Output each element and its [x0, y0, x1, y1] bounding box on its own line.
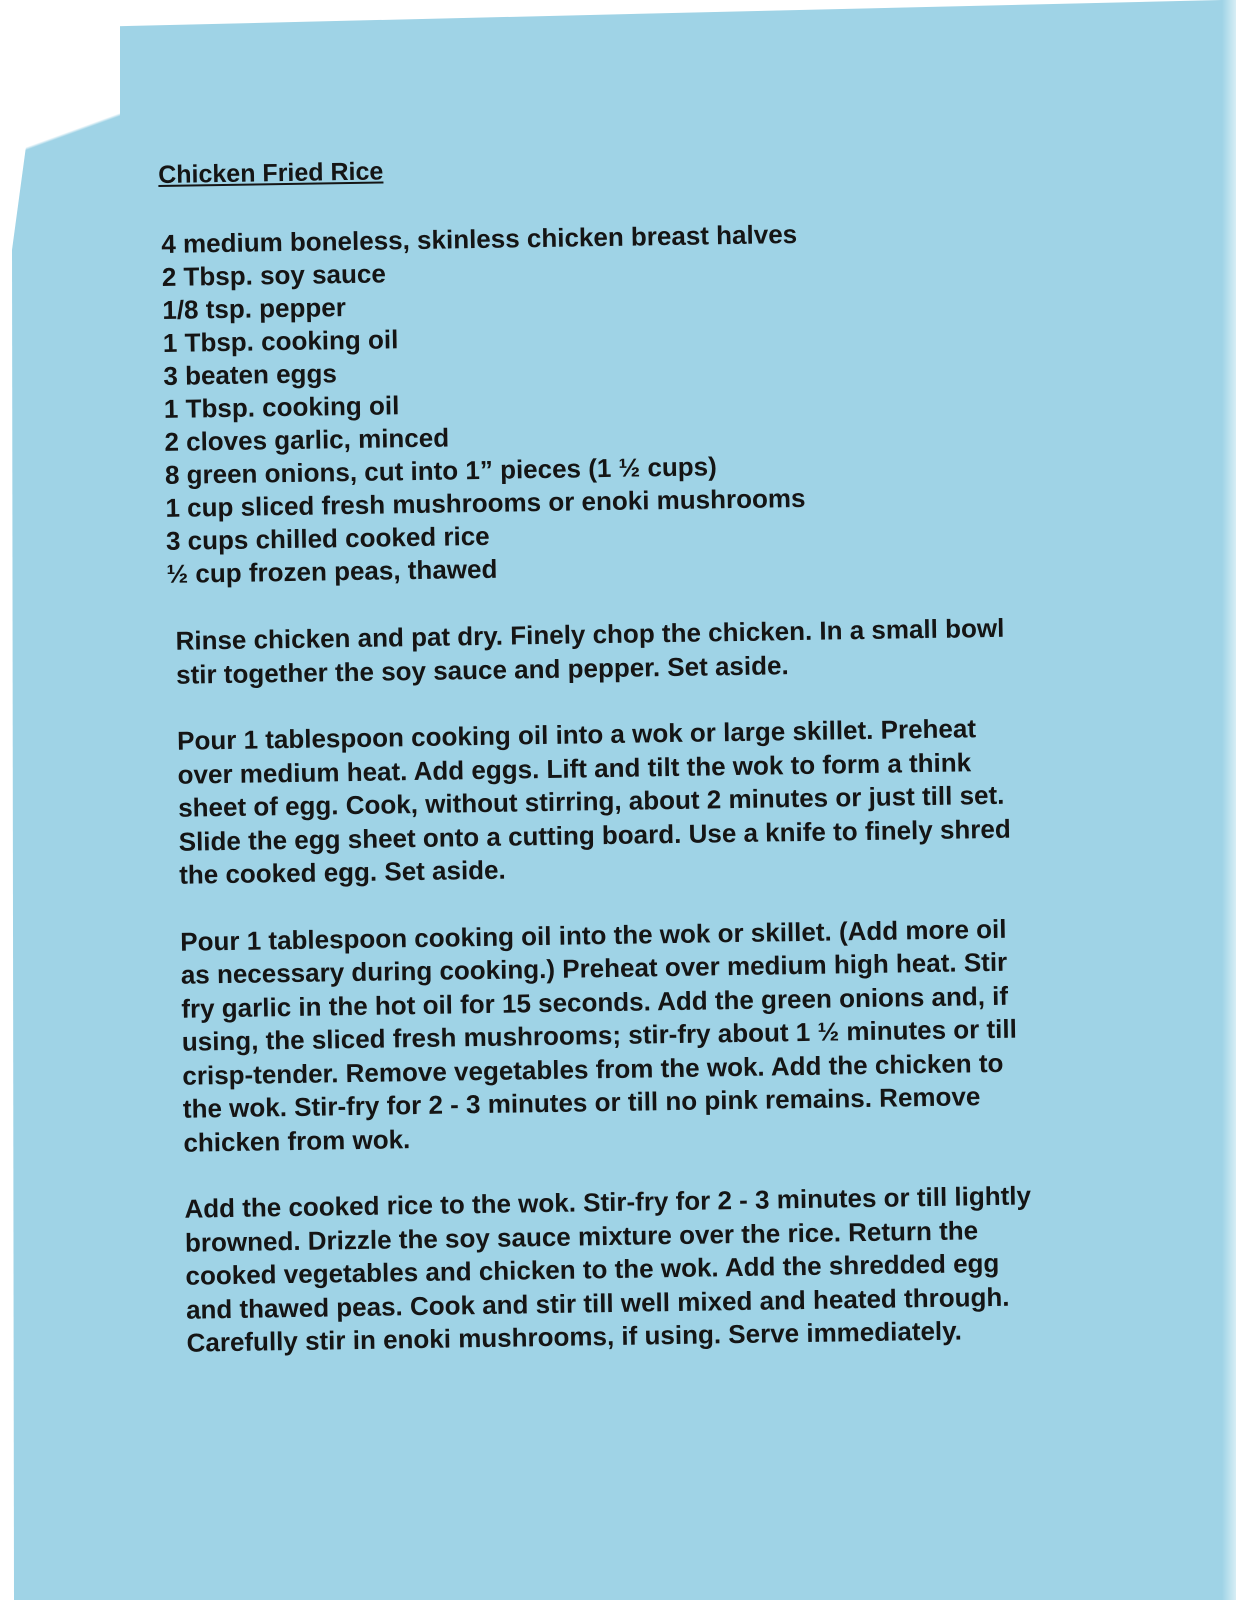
recipe-content	[158, 146, 1077, 1393]
ingredient-item: 8 green onions, cut into 1” pieces (1 ½ cups)	[164, 451, 718, 490]
ingredient-item: 1 cup sliced fresh mushrooms or enoki mushrooms	[165, 482, 806, 523]
paper-edge	[1222, 0, 1236, 1600]
ingredient-item: 3 cups chilled cooked rice	[165, 520, 490, 556]
recipe-title: Chicken Fried Rice	[158, 157, 384, 189]
ingredient-list	[161, 214, 1065, 591]
paper-fold-corner	[0, 20, 120, 280]
ingredient-item: 1/8 tsp. pepper	[162, 292, 347, 325]
ingredient-item: 2 Tbsp. soy sauce	[161, 258, 387, 292]
ingredient-item: 4 medium boneless, skinless chicken breast halves	[161, 218, 798, 259]
instruction-step: Pour 1 tablespoon cooking oil into a wok or large skillet. Preheat over medium heat. Add eggs. Lift and tilt the wok to form a think sheet of egg. Cook, without stirring, about 2 minutes or just till set. Slide the egg sheet onto a cutting board. Use a knife to finely shred the cooked egg. Set aside.	[176, 713, 1011, 890]
ingredient-item: 2 cloves garlic, minced	[164, 422, 450, 457]
instruction-step: Rinse chicken and pat dry. Finely chop the chicken. In a small bowl stir together the soy sauce and pepper. Set aside.	[175, 612, 1005, 690]
ingredient-item: 1 Tbsp. cooking oil	[162, 324, 399, 358]
instruction-step: Pour 1 tablespoon cooking oil into the wok or skillet. (Add more oil as necessary during cooking.) Preheat over medium high heat. Stir fry garlic in the hot oil for 15 seconds. Add the green onions and, if using, the sliced fresh mushrooms; stir-fry about 1 ½ minutes or till crisp-tender. Remove vegetables from the wok. Add the chicken to the wok. Stir-fry for 2 - 3 minutes or till no pink remains. Remove chicken from wok.	[180, 913, 1018, 1158]
instruction-step: Add the cooked rice to the wok. Stir-fry for 2 - 3 minutes or till lightly browned. Drizzle the soy sauce mixture over the rice. Return the cooked vegetables and chicken to the wok. Add the shredded egg and thawed peas. Cook and stir till well mixed and heated through. Carefully stir in enoki mushrooms, if using. Serve immediately.	[184, 1180, 1032, 1358]
ingredient-item: 3 beaten eggs	[163, 358, 338, 391]
ingredient-item: ½ cup frozen peas, thawed	[166, 553, 498, 589]
ingredient-item: 1 Tbsp. cooking oil	[163, 390, 400, 424]
